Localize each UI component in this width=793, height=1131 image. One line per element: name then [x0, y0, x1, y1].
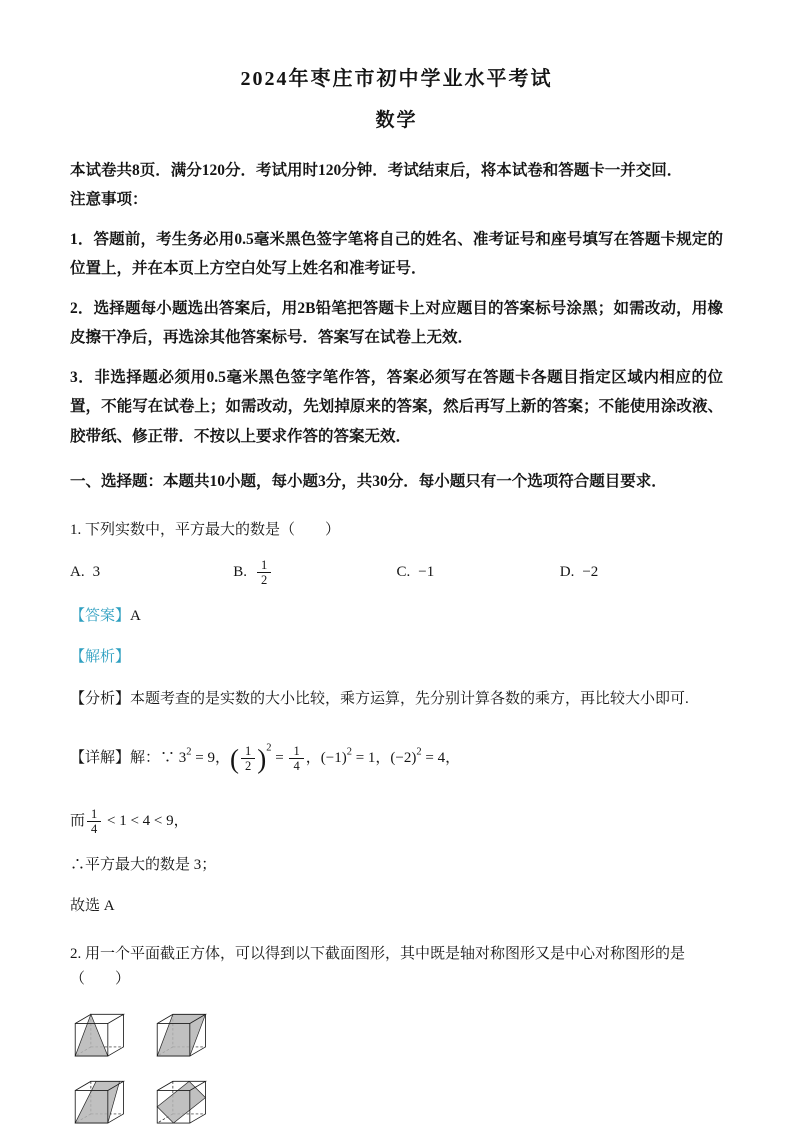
math-segment: < 1 < 4 < 9，	[103, 813, 189, 830]
math-segment: (−2)	[390, 750, 417, 767]
cube-rhombus-section-figure	[152, 1076, 212, 1131]
q1-final-answer-line: 故选 A	[70, 898, 115, 915]
exam-title: 2024年枣庄市初中学业水平考试	[240, 68, 553, 90]
q1-option-b-fraction	[257, 558, 271, 588]
exam-note-2: 2．选择题每小题选出答案后，用2B铅笔把答题卡上对应题目的答案标号涂黑；如需改动，用橡皮擦干净后，再选涂其他答案标号．答案写在试卷上无效．	[70, 299, 723, 347]
section-1-header: 一、选择题：本题共10小题，每小题3分，共30分．每小题只有一个选项符合题目要求．	[70, 472, 667, 490]
math-exponent: 2	[416, 746, 422, 758]
question-1-options	[70, 558, 723, 588]
q2-figures	[70, 1009, 230, 1131]
math-segment: 解：∵	[130, 750, 179, 767]
math-exponent: 2	[346, 746, 352, 758]
q1-option-a-label: A.	[70, 564, 85, 581]
fenxi-label: 【分析】	[70, 690, 131, 707]
q1-conclusion-line: ∴平方最大的数是 3；	[70, 856, 217, 873]
math-segment: 3	[178, 750, 187, 767]
math-segment: (−1)	[320, 750, 347, 767]
q1-option-a	[70, 564, 233, 581]
left-paren: (	[230, 744, 239, 775]
detail-label: 【详解】	[70, 750, 131, 767]
jiexi-label: 【解析】	[70, 649, 131, 666]
fraction-one-half	[241, 744, 255, 774]
exam-document-page	[70, 62, 723, 1131]
q1-option-d-value: −2	[582, 564, 599, 581]
question-1-stem: 1. 下列实数中，平方最大的数是（ ）	[70, 522, 341, 539]
fraction-numerator: 1	[257, 558, 271, 573]
fraction-denominator: 2	[245, 759, 252, 774]
question-2-stem: 2. 用一个平面截正方体，可以得到以下截面图形，其中既是轴对称图形又是中心对称图形的是（ ）	[70, 945, 686, 988]
fraction-denominator: 4	[91, 822, 98, 837]
fraction-denominator: 2	[261, 573, 268, 588]
q1-option-b	[233, 558, 396, 588]
math-segment: = 4，	[421, 750, 461, 767]
q1-compare-line	[70, 806, 723, 836]
math-exponent: 2	[266, 742, 272, 754]
q1-option-c-value: −1	[418, 564, 435, 581]
exam-subject: 数学	[375, 110, 418, 131]
exam-note-1: 1．答题前，考生务必用0.5毫米黑色签字笔将自己的姓名、准考证号和座号填写在答题卡规定的位置上，并在本页上方空白处写上姓名和准考证号．	[70, 230, 723, 278]
cube-rectangle-section-figure	[152, 1009, 212, 1064]
fenxi-text: 本题考查的是实数的大小比较，乘方运算，先分别计算各数的乘方，再比较大小即可.	[130, 690, 689, 707]
answer-value: A	[130, 607, 141, 624]
q1-jiexi-line	[70, 645, 723, 671]
exam-intro: 本试卷共8页．满分120分．考试用时120分钟．考试结束后，将本试卷和答题卡一并交回．	[70, 162, 683, 179]
q1-option-a-value: 3	[92, 564, 101, 581]
q1-option-c-label: C.	[396, 564, 411, 581]
cube-triangle-section-figure	[70, 1009, 130, 1064]
q1-answer-line	[70, 604, 723, 630]
fraction-denominator: 4	[293, 759, 300, 774]
cross-section-shape	[157, 1014, 205, 1056]
q1-detail-line	[70, 732, 723, 786]
q1-option-d-label: D.	[559, 564, 575, 581]
math-segment: = 9，	[191, 750, 230, 767]
q1-option-d	[560, 564, 723, 581]
fraction-numerator: 1	[87, 807, 101, 822]
cube-trapezoid-section-figure	[70, 1076, 130, 1131]
q1-fenxi-line	[70, 687, 723, 713]
math-segment: = 1，	[351, 750, 391, 767]
exam-note-3: 3．非选择题必须用0.5毫米黑色签字笔作答，答案必须写在答题卡各题目指定区域内相应的位置，不能写在试卷上；如需改动，先划掉原来的答案，然后再写上新的答案；不能使用涂改液、胶带纸、修正带．不按以上要求作答的答案无效．	[70, 368, 723, 445]
fraction-one-fourth	[289, 744, 303, 774]
fraction-numerator: 1	[289, 744, 303, 759]
cross-section-shape	[157, 1081, 205, 1123]
fraction-one-fourth	[87, 807, 101, 837]
q1-option-c	[397, 564, 560, 581]
math-segment: ，	[305, 750, 321, 767]
math-exponent: 2	[186, 746, 192, 758]
fraction-numerator: 1	[241, 744, 255, 759]
q1-option-b-label: B.	[233, 564, 248, 581]
math-segment: =	[271, 750, 288, 767]
answer-label: 【答案】	[70, 607, 131, 624]
right-paren: )	[257, 744, 267, 775]
math-segment: 而	[70, 813, 86, 830]
exam-notice: 注意事项：	[70, 191, 148, 209]
